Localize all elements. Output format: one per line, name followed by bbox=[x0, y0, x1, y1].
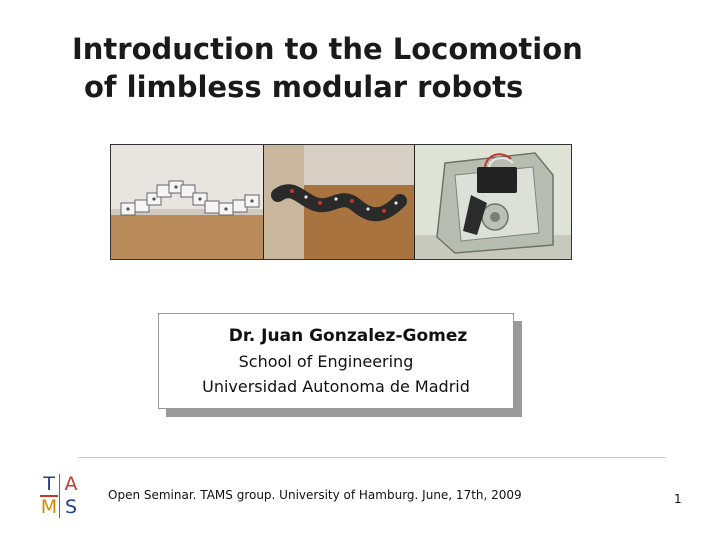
tams-logo-letter-t: T bbox=[40, 474, 58, 497]
modular-robot-single-module-photo bbox=[414, 145, 571, 259]
tams-logo-letter-a: A bbox=[64, 473, 78, 495]
tams-logo-letter-s: S bbox=[64, 496, 78, 518]
tams-logo-divider bbox=[59, 474, 60, 518]
slide-title bbox=[72, 30, 692, 106]
modular-robot-white-chain-photo bbox=[111, 145, 263, 259]
author-university: Universidad Autonoma de Madrid bbox=[202, 377, 470, 396]
slide-title-line-1: Introduction to the Locomotion bbox=[72, 32, 583, 66]
robot-photo-strip bbox=[110, 144, 572, 260]
page-number: 1 bbox=[674, 492, 682, 506]
footer-divider bbox=[78, 457, 666, 458]
footer-text: Open Seminar. TAMS group. University of Hamburg. June, 17th, 2009 bbox=[108, 488, 522, 502]
modular-robot-snake-photo bbox=[263, 145, 413, 259]
tams-logo-letter-m: M bbox=[40, 496, 58, 518]
author-box bbox=[158, 313, 514, 409]
author-school: School of Engineering bbox=[238, 352, 414, 371]
author-name: Dr. Juan Gonzalez-Gomez bbox=[228, 326, 468, 346]
slide-title-line-2: of limbless modular robots bbox=[84, 70, 524, 104]
tams-logo bbox=[40, 474, 84, 518]
